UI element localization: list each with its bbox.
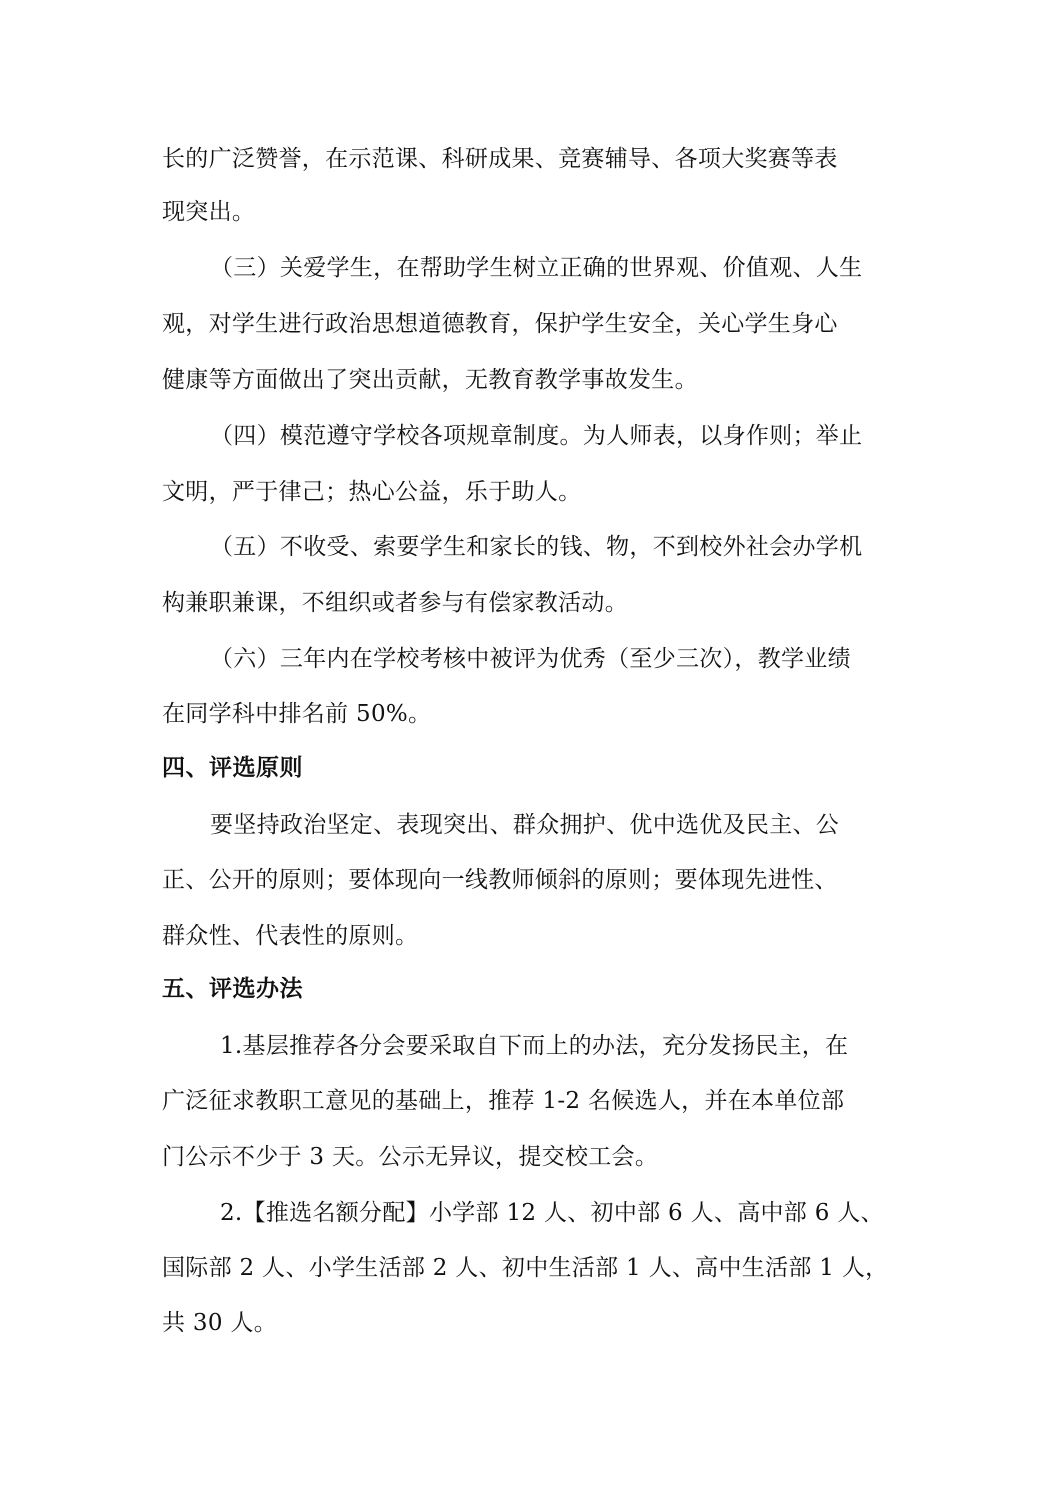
paragraph-line: 国际部 2 人、小学生活部 2 人、初中生活部 1 人、高中生活部 1 人， [162,1255,889,1281]
paragraph-line: 1.基层推荐各分会要采取自下而上的办法，充分发扬民主，在 [220,1033,849,1059]
paragraph-line: 广泛征求教职工意见的基础上，推荐 1-2 名候选人，并在本单位部 [162,1088,845,1114]
paragraph-line: 共 30 人。 [162,1310,277,1336]
paragraph-line: （五）不收受、索要学生和家长的钱、物，不到校外社会办学机 [210,534,863,560]
paragraph-line: 要坚持政治坚定、表现突出、群众拥护、优中选优及民主、公 [210,812,840,838]
paragraph-line: （六）三年内在学校考核中被评为优秀（至少三次），教学业绩 [210,646,851,672]
paragraph-line: （三）关爱学生，在帮助学生树立正确的世界观、价值观、人生 [210,255,863,281]
paragraph-line: 在同学科中排名前 50%。 [162,701,432,727]
paragraph-line: 构兼职兼课，不组织或者参与有偿家教活动。 [162,590,628,616]
paragraph-line: 正、公开的原则；要体现向一线教师倾斜的原则；要体现先进性、 [162,867,838,893]
paragraph-line: 健康等方面做出了突出贡献，无教育教学事故发生。 [162,367,698,393]
paragraph-line: 长的广泛赞誉，在示范课、科研成果、竞赛辅导、各项大奖赛等表 [162,146,838,172]
paragraph-line: （四）模范遵守学校各项规章制度。为人师表，以身作则；举止 [210,423,863,449]
paragraph-line: 现突出。 [162,199,256,225]
paragraph-line: 文明，严于律己；热心公益，乐于助人。 [162,479,582,505]
paragraph-line: 2.【推选名额分配】小学部 12 人、初中部 6 人、高中部 6 人、 [220,1200,884,1226]
paragraph-line: 群众性、代表性的原则。 [162,923,419,949]
section-heading: 四、评选原则 [162,755,303,781]
paragraph-line: 门公示不少于 3 天。公示无异议，提交校工会。 [162,1144,659,1170]
section-heading: 五、评选办法 [162,976,303,1002]
paragraph-line: 观，对学生进行政治思想道德教育，保护学生安全，关心学生身心 [162,311,838,337]
